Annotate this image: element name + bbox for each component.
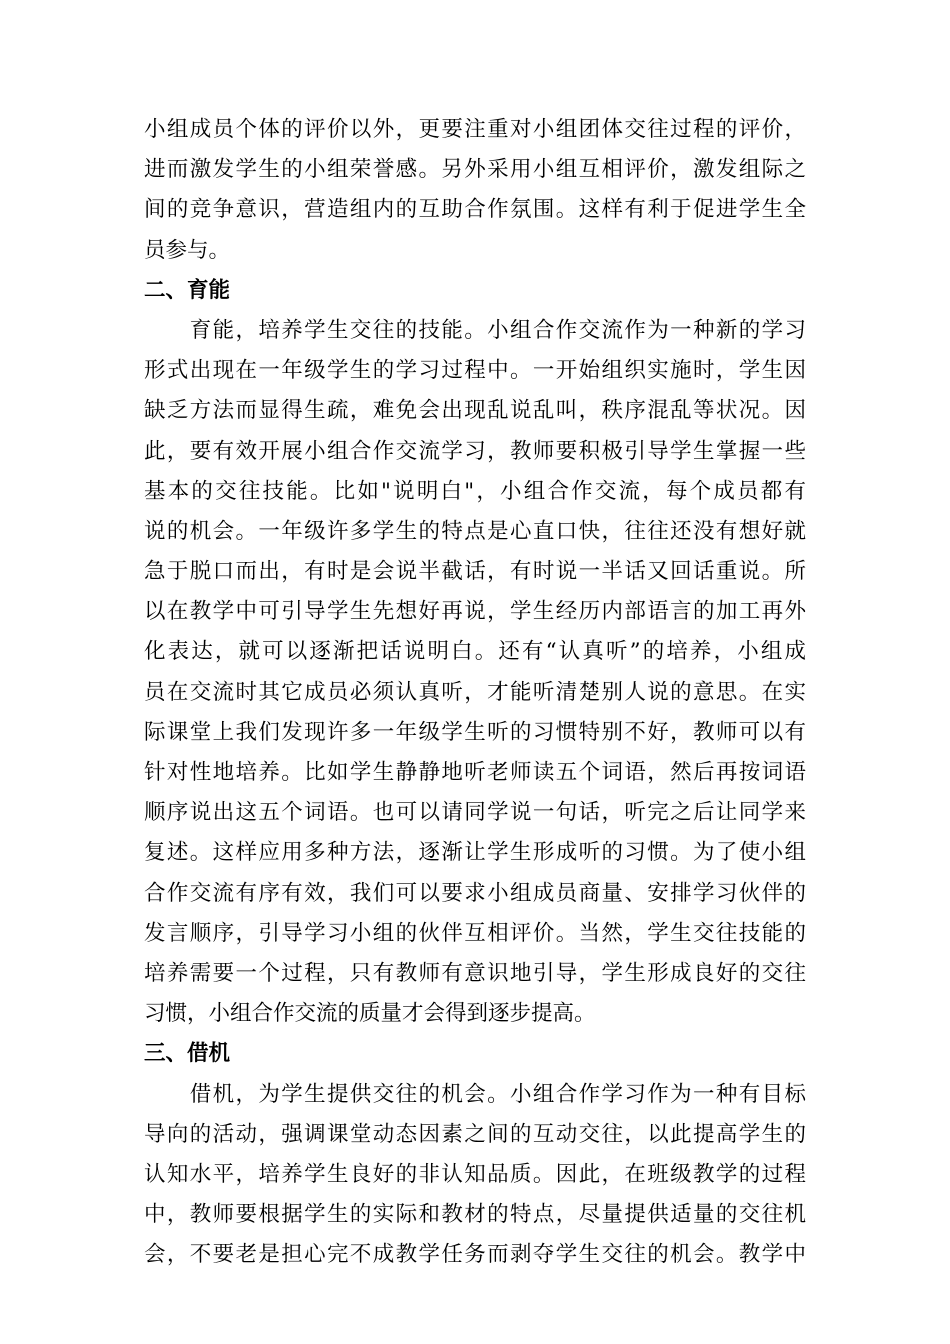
text-line: 合作交流有序有效，我们可以要求小组成员商量、安排学习伙伴的 <box>144 880 806 906</box>
text-line: 发言顺序，引导学习小组的伙伴互相评价。当然，学生交往技能的 <box>144 920 806 946</box>
text-line: 中，教师要根据学生的实际和教材的特点，尽量提供适量的交往机 <box>144 1202 806 1228</box>
section-heading-yuneng: 二、育能 <box>144 277 231 303</box>
text-line: 进而激发学生的小组荣誉感。另外采用小组互相评价，激发组际之 <box>144 157 806 183</box>
section-heading-jieji: 三、借机 <box>144 1041 231 1067</box>
text-line: 急于脱口而出，有时是会说半截话，有时说一半话又回话重说。所 <box>144 559 806 585</box>
text-line: 缺乏方法而显得生疏，难免会出现乱说乱叫，秩序混乱等状况。因 <box>144 398 806 424</box>
text-line: 形式出现在一年级学生的学习过程中。一开始组织实施时，学生因 <box>144 358 806 384</box>
text-line: 培养需要一个过程，只有教师有意识地引导，学生形成良好的交往 <box>144 960 806 986</box>
text-line: 导向的活动，强调课堂动态因素之间的互动交往，以此提高学生的 <box>144 1121 806 1147</box>
text-line: 此，要有效开展小组合作交流学习，教师要积极引导学生掌握一些 <box>144 438 806 464</box>
text-line: 习惯，小组合作交流的质量才会得到逐步提高。 <box>144 1001 596 1027</box>
text-line: 认知水平，培养学生良好的非认知品质。因此，在班级教学的过程 <box>144 1161 806 1187</box>
text-line: 育能，培养学生交往的技能。小组合作交流作为一种新的学习 <box>144 317 806 343</box>
text-line: 复述。这样应用多种方法，逐渐让学生形成听的习惯。为了使小组 <box>144 840 806 866</box>
paragraph-jieji <box>144 1075 806 1276</box>
text-line: 会，不要老是担心完不成教学任务而剥夺学生交往的机会。教学中 <box>144 1242 806 1268</box>
text-line: 员参与。 <box>144 237 231 263</box>
text-line: 间的竞争意识，营造组内的互助合作氛围。这样有利于促进学生全 <box>144 197 806 223</box>
text-line: 员在交流时其它成员必须认真听，才能听清楚别人说的意思。在实 <box>144 679 806 705</box>
text-line: 顺序说出这五个词语。也可以请同学说一句话，听完之后让同学来 <box>144 800 806 826</box>
text-line: 针对性地培养。比如学生静静地听老师读五个词语，然后再按词语 <box>144 760 806 785</box>
paragraph-yuneng <box>144 311 806 1034</box>
text-line: 借机，为学生提供交往的机会。小组合作学习作为一种有目标 <box>144 1081 806 1107</box>
text-line: 化表达，就可以逐渐把话说明白。还有“认真听”的培养，小组成 <box>144 639 806 665</box>
text-line: 说的机会。一年级许多学生的特点是心直口快，往往还没有想好就 <box>144 518 806 544</box>
paragraph-1 <box>144 110 806 271</box>
text-line: 际课堂上我们发现许多一年级学生听的习惯特别不好，教师可以有 <box>144 719 806 745</box>
text-line: 小组成员个体的评价以外，更要注重对小组团体交往过程的评价， <box>144 117 806 142</box>
text-line: 基本的交往技能。比如"说明白"，小组合作交流，每个成员都有 <box>144 478 806 504</box>
text-line: 以在教学中可引导学生先想好再说，学生经历内部语言的加工再外 <box>144 599 806 625</box>
document-page <box>144 110 806 1275</box>
